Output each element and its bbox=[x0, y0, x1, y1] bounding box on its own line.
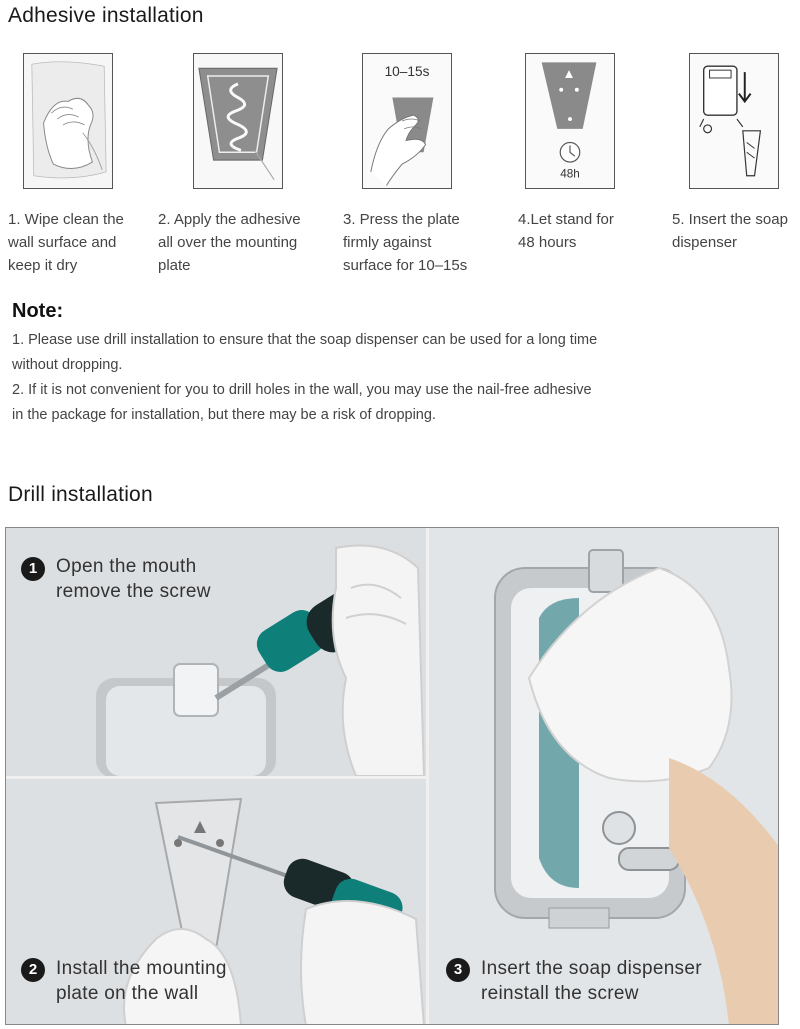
step3-image bbox=[362, 53, 452, 189]
step4-image bbox=[525, 53, 615, 189]
drill-step1-caption bbox=[56, 554, 211, 604]
drill-step3-line2: reinstall the screw bbox=[481, 983, 639, 1004]
drill-step2-line2: plate on the wall bbox=[56, 983, 199, 1004]
step5-text: 5. Insert the soap dispenser bbox=[672, 211, 788, 251]
adhesive-title: Adhesive installation bbox=[8, 4, 204, 27]
step1-text: 1. Wipe clean the wall surface and keep it dry bbox=[8, 211, 124, 274]
adhesive-plate-icon bbox=[194, 54, 282, 188]
note-line-1: 1. Please use drill installation to ensure that the soap dispenser can be used for a long time bbox=[12, 332, 598, 348]
note-title: Note: bbox=[12, 300, 64, 322]
step5-image bbox=[689, 53, 779, 189]
step4-text: 4.Let stand for 48 hours bbox=[518, 211, 614, 251]
drill-step3-caption bbox=[481, 956, 702, 1006]
insert-dispenser-icon bbox=[690, 54, 778, 188]
step2-text: 2. Apply the adhesive all over the mounting plate bbox=[158, 211, 301, 274]
photo-divider-horizontal bbox=[6, 776, 426, 779]
press-timer-label: 10–15s bbox=[384, 64, 430, 80]
drill-step3-line1: Insert the soap dispenser bbox=[481, 958, 702, 979]
drill-photo-grid bbox=[5, 527, 779, 1025]
step1-number-badge: 1 bbox=[21, 557, 45, 581]
drill-step1-line1: Open the mouth bbox=[56, 556, 197, 577]
note-line-4: in the package for installation, but there may be a risk of dropping. bbox=[12, 407, 436, 423]
step2-image bbox=[193, 53, 283, 189]
clock-plate-icon bbox=[526, 54, 614, 188]
step2-number-badge: 2 bbox=[21, 958, 45, 982]
drill-step2-caption bbox=[56, 956, 227, 1006]
step1-image bbox=[23, 53, 113, 189]
drill-step1-line2: remove the screw bbox=[56, 581, 211, 602]
press-hand-icon bbox=[363, 54, 451, 188]
step3-text: 3. Press the plate firmly against surface for 10–15s bbox=[343, 211, 468, 274]
note-line-3: 2. If it is not convenient for you to drill holes in the wall, you may use the nail-free adhesive bbox=[12, 382, 592, 398]
step3-number-badge: 3 bbox=[446, 958, 470, 982]
photo-divider-vertical bbox=[426, 528, 429, 1025]
drill-title: Drill installation bbox=[8, 483, 153, 506]
stand-timer-label: 48h bbox=[560, 167, 580, 181]
drill-step2-line1: Install the mounting bbox=[56, 958, 227, 979]
note-line-2: without dropping. bbox=[12, 357, 123, 373]
dispenser-insert-icon bbox=[429, 528, 779, 1025]
wipe-hand-icon bbox=[24, 54, 112, 188]
photo-insert-dispenser bbox=[429, 528, 779, 1025]
